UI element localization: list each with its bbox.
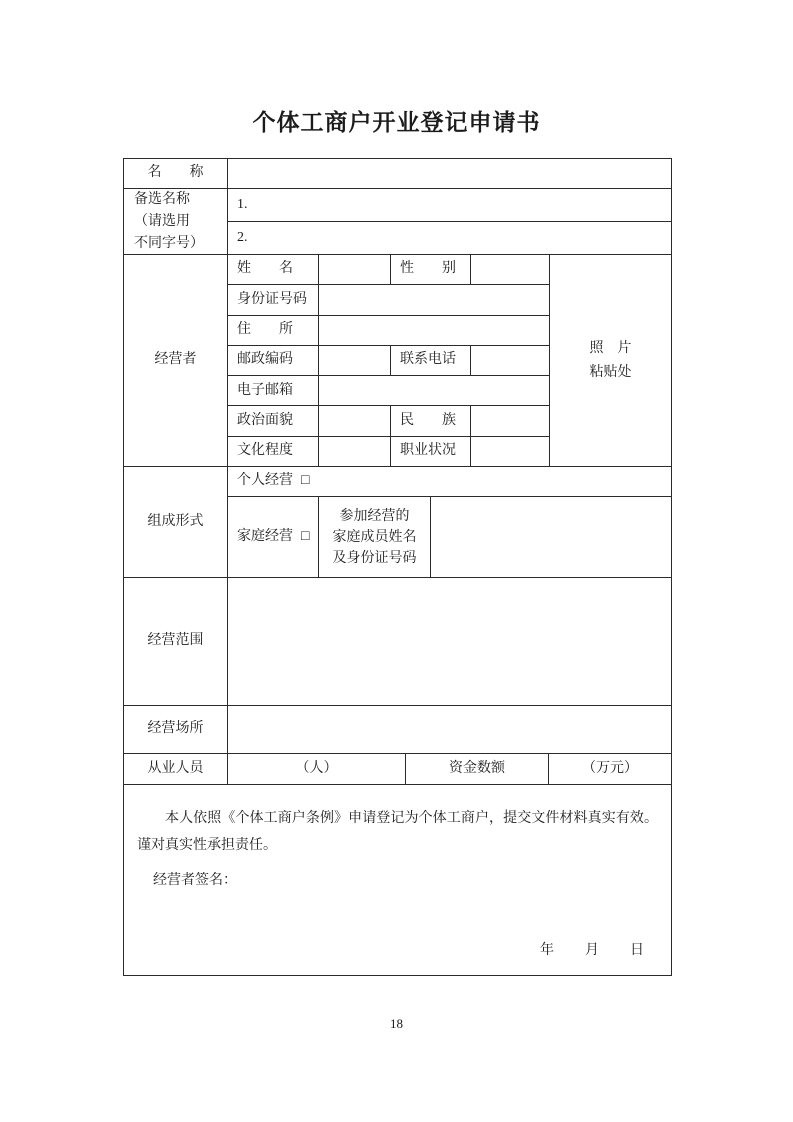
capital-amount-cell[interactable]: （万元） — [582, 760, 638, 776]
alt-name-label — [124, 189, 228, 254]
family-operation-row — [228, 497, 671, 577]
registration-form-table — [123, 158, 672, 976]
business-premises-row — [124, 706, 671, 754]
composition-section-row — [124, 467, 671, 578]
operator-email-row — [228, 376, 549, 406]
operator-postal-input[interactable] — [319, 346, 391, 375]
signature-label: 经营者签名： — [153, 873, 237, 888]
name-value-cell[interactable] — [228, 159, 671, 188]
composition-section-label: 组成形式 — [124, 467, 228, 577]
operator-gender-label: 性 别 — [391, 255, 471, 284]
operator-id-row — [228, 285, 549, 315]
family-members-label-line-2: 家庭成员姓名 — [332, 529, 417, 545]
alt-name-1-number: 1. — [237, 196, 248, 212]
operator-email-label: 电子邮箱 — [228, 376, 319, 405]
alt-name-row — [124, 189, 671, 255]
operator-residence-label: 住 所 — [228, 316, 319, 345]
individual-operation-row — [228, 467, 671, 497]
business-premises-label: 经营场所 — [124, 706, 228, 753]
date-label: 年 月 日 — [540, 942, 645, 958]
alt-name-options — [228, 189, 671, 254]
capital-label: 资金数额 — [406, 754, 549, 784]
alt-name-2-field[interactable] — [228, 222, 671, 254]
alt-name-label-line-3: 不同字号） — [134, 235, 204, 251]
family-members-label-line-3: 及身份证号码 — [332, 550, 417, 566]
alt-name-1-field[interactable] — [228, 189, 671, 222]
page-title: 个体工商户开业登记申请书 — [252, 110, 541, 135]
business-scope-row — [124, 578, 671, 706]
photo-paste-area — [550, 255, 671, 466]
operator-fields-grid — [228, 255, 550, 466]
photo-label-line-1: 照 片 — [589, 340, 632, 356]
operator-ethnicity-label: 民 族 — [391, 406, 471, 435]
operator-name-input[interactable] — [319, 255, 391, 284]
alt-name-label-line-1: 备选名称 — [134, 191, 190, 207]
operator-phone-label: 联系电话 — [391, 346, 471, 375]
individual-operation-label: 个人经营 — [237, 473, 293, 489]
operator-postal-label: 邮政编码 — [228, 346, 319, 375]
operator-occupation-label: 职业状况 — [391, 437, 471, 466]
family-operation-label: 家庭经营 — [237, 528, 293, 544]
operator-occupation-input[interactable] — [471, 437, 549, 466]
operator-id-input[interactable] — [319, 285, 549, 314]
employees-label: 从业人员 — [124, 754, 228, 784]
operator-id-label: 身份证号码 — [228, 285, 319, 314]
operator-education-occupation-row — [228, 437, 549, 466]
photo-label-line-2: 粘贴处 — [589, 364, 632, 380]
operator-postal-phone-row — [228, 346, 549, 376]
operator-gender-input[interactable] — [471, 255, 549, 284]
business-premises-input[interactable] — [228, 706, 671, 753]
family-members-label — [319, 497, 431, 577]
declaration-cell — [124, 785, 671, 975]
operator-phone-input[interactable] — [471, 346, 549, 375]
operator-residence-row — [228, 316, 549, 346]
business-scope-label: 经营范围 — [124, 578, 228, 705]
operator-name-label: 姓 名 — [228, 255, 319, 284]
family-operation-cell — [228, 497, 319, 577]
operator-section-row — [124, 255, 671, 467]
operator-political-input[interactable] — [319, 406, 391, 435]
name-row — [124, 159, 671, 189]
family-members-input[interactable] — [431, 497, 671, 577]
staff-capital-row — [124, 754, 671, 785]
family-members-label-line-1: 参加经营的 — [339, 508, 410, 524]
declaration-row — [124, 785, 671, 975]
page-number: 18 — [390, 1016, 403, 1031]
operator-political-label: 政治面貌 — [228, 406, 319, 435]
business-scope-input[interactable] — [228, 578, 671, 705]
alt-name-label-line-2: （请选用 — [134, 213, 190, 229]
operator-name-gender-row — [228, 255, 549, 285]
operator-education-label: 文化程度 — [228, 437, 319, 466]
operator-ethnicity-input[interactable] — [471, 406, 549, 435]
name-label: 名 称 — [124, 159, 228, 188]
operator-section-label: 经营者 — [124, 255, 228, 466]
operator-education-input[interactable] — [319, 437, 391, 466]
employees-count-cell[interactable]: （人） — [228, 754, 406, 784]
declaration-text: 本人依照《个体工商户条例》申请登记为个体工商户，提交文件材料真实有效。谨对真实性承担责任。 — [137, 811, 658, 853]
operator-email-input[interactable] — [319, 376, 549, 405]
operator-political-ethnicity-row — [228, 406, 549, 436]
operator-residence-input[interactable] — [319, 316, 549, 345]
alt-name-2-number: 2. — [237, 229, 248, 245]
individual-operation-checkbox[interactable]: □ — [301, 473, 310, 489]
family-operation-checkbox[interactable]: □ — [301, 528, 310, 544]
composition-options — [228, 467, 671, 577]
